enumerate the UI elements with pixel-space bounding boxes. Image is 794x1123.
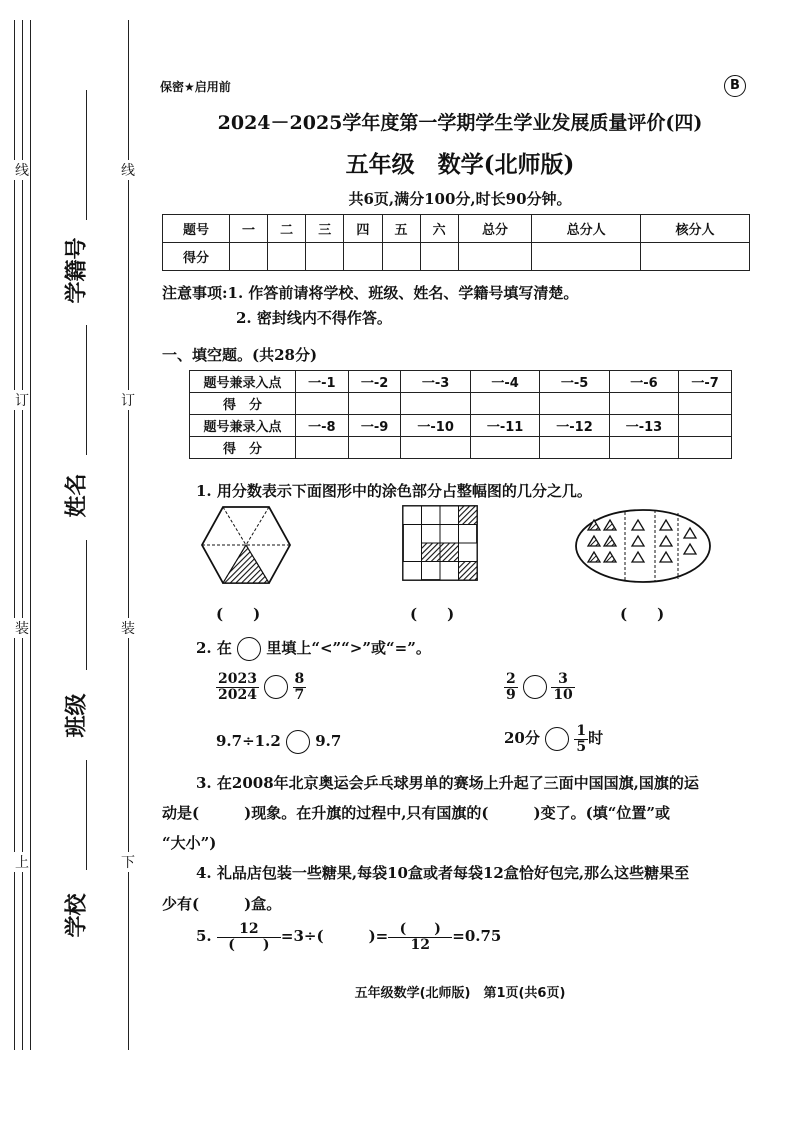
entry-header: 一-1 xyxy=(296,371,349,393)
label-class: 班级 xyxy=(64,693,90,738)
entry-cell[interactable] xyxy=(470,437,539,459)
field-student-id[interactable] xyxy=(86,90,87,220)
entry-cell[interactable] xyxy=(609,393,678,415)
q2-compare-d xyxy=(504,724,603,754)
question-1: 1. 用分数表示下面图形中的涂色部分占整幅图的几分之几。 xyxy=(196,482,592,500)
q5-end: =0.75 xyxy=(452,927,502,946)
circle-blank-icon xyxy=(237,637,261,661)
q5-middle[interactable]: =3÷( )= xyxy=(280,927,389,946)
q2-compare-a xyxy=(216,672,306,702)
entry-header: 一-9 xyxy=(348,415,401,437)
secret-notice: 保密★启用前 xyxy=(160,80,231,94)
ellipse-triangles-figure xyxy=(574,508,712,584)
q2-frac-den: 10 xyxy=(553,686,573,703)
score-row-label: 得分 xyxy=(163,243,230,271)
q5-frac-num-blank[interactable]: ( ) xyxy=(388,922,452,938)
score-cell[interactable] xyxy=(306,243,344,271)
score-header: 三 xyxy=(306,215,344,243)
hexagon-figure xyxy=(200,505,292,585)
entry-header: 题号兼录入点 xyxy=(190,371,296,393)
entry-score-label: 得 分 xyxy=(190,393,296,415)
entry-cell[interactable] xyxy=(609,437,678,459)
entry-header: 一-2 xyxy=(348,371,401,393)
seal-mark-xian-left: 线 xyxy=(14,160,30,180)
exam-title: 2024－2025学年度第一学期学生学业发展质量评价(四) xyxy=(217,112,703,134)
question-4-line-2: 少有( )盒。 xyxy=(162,895,282,913)
q2-expr-left: 9.7÷1.2 xyxy=(216,732,281,750)
label-school: 学校 xyxy=(64,893,90,938)
q2-frac-den: 9 xyxy=(506,686,516,703)
entry-cell[interactable] xyxy=(470,393,539,415)
cut-line-3 xyxy=(30,20,31,1050)
q2-time-left: 20分 xyxy=(504,729,540,748)
q2-time-unit: 时 xyxy=(588,729,604,748)
q5-frac-num: 12 xyxy=(217,922,281,938)
label-student-id: 学籍号 xyxy=(64,237,90,304)
entry-header: 一-11 xyxy=(470,415,539,437)
section-1-title: 一、填空题。(共28分) xyxy=(162,346,318,364)
q2-frac-den: 2024 xyxy=(218,686,257,703)
version-badge: B xyxy=(724,75,746,97)
entry-header: 一-7 xyxy=(679,371,732,393)
label-name: 姓名 xyxy=(64,473,90,518)
score-header: 五 xyxy=(382,215,420,243)
entry-header: 一-5 xyxy=(540,371,609,393)
q2-suffix: 里填上“<”“>”或“=”。 xyxy=(266,639,431,657)
notice-line-2: 2. 密封线内不得作答。 xyxy=(236,309,392,327)
question-3-line-2: 动是( )现象。在升旗的过程中,只有国旗的( )变了。(填“位置”或 xyxy=(162,804,670,822)
score-header: 一 xyxy=(230,215,268,243)
q1-answer-blank-3[interactable]: ( ) xyxy=(620,605,665,623)
q2-expr-right: 9.7 xyxy=(315,732,342,750)
entry-cell[interactable] xyxy=(296,393,349,415)
q2-frac-num: 1 xyxy=(576,723,587,739)
score-header: 二 xyxy=(268,215,306,243)
seal-mark-zhuang-right: 装 xyxy=(120,618,136,638)
entry-header xyxy=(679,415,732,437)
score-cell[interactable] xyxy=(230,243,268,271)
entry-header: 题号兼录入点 xyxy=(190,415,296,437)
grid-square-figure xyxy=(402,505,478,581)
question-4-line-1: 4. 礼品店包装一些糖果,每袋10盒或者每袋12盒恰好包完,那么这些糖果至 xyxy=(196,864,690,882)
score-cell[interactable] xyxy=(532,243,641,271)
compare-circle-4[interactable] xyxy=(545,727,569,751)
compare-circle-1[interactable] xyxy=(264,675,288,699)
entry-cell[interactable] xyxy=(348,393,401,415)
seal-mark-ding-right: 订 xyxy=(120,390,136,410)
score-cell[interactable] xyxy=(420,243,458,271)
entry-header: 一-8 xyxy=(296,415,349,437)
entry-cell[interactable] xyxy=(401,437,470,459)
entry-table xyxy=(189,370,732,459)
seal-mark-xia-right: 下 xyxy=(120,852,136,872)
exam-subtitle: 五年级 数学(北师版) xyxy=(345,151,575,178)
score-cell[interactable] xyxy=(382,243,420,271)
seal-mark-xian-right: 线 xyxy=(120,160,136,180)
compare-circle-3[interactable] xyxy=(286,730,310,754)
field-school[interactable] xyxy=(86,760,87,870)
seal-mark-shang-left: 上 xyxy=(14,852,30,872)
score-header: 总分 xyxy=(458,215,531,243)
score-header: 核分人 xyxy=(641,215,750,243)
entry-header: 一-13 xyxy=(609,415,678,437)
seal-mark-ding-left: 订 xyxy=(14,390,30,410)
q2-prefix: 2. 在 xyxy=(196,639,232,657)
question-3-line-1: 3. 在2008年北京奥运会乒乓球男单的赛场上升起了三面中国国旗,国旗的运 xyxy=(196,774,699,792)
question-5 xyxy=(196,922,501,952)
entry-cell[interactable] xyxy=(348,437,401,459)
entry-header: 一-12 xyxy=(540,415,609,437)
entry-header: 一-3 xyxy=(401,371,470,393)
field-class[interactable] xyxy=(86,540,87,670)
entry-header: 一-6 xyxy=(609,371,678,393)
compare-circle-2[interactable] xyxy=(523,675,547,699)
page-footer: 五年级数学(北师版) 第1页(共6页) xyxy=(354,986,566,1001)
entry-header: 一-4 xyxy=(470,371,539,393)
q2-frac-num: 3 xyxy=(551,672,574,688)
score-header: 题号 xyxy=(163,215,230,243)
score-header: 六 xyxy=(420,215,458,243)
seal-mark-zhuang-left: 装 xyxy=(14,618,30,638)
q2-frac-den: 7 xyxy=(294,686,305,703)
entry-cell[interactable] xyxy=(679,393,732,415)
q2-frac-num: 2023 xyxy=(218,671,257,687)
entry-header: 一-10 xyxy=(401,415,470,437)
question-2 xyxy=(196,637,431,661)
exam-info: 共6页,满分100分,时长90分钟。 xyxy=(348,190,572,208)
q1-answer-blank-1[interactable]: ( ) xyxy=(216,605,261,623)
score-table xyxy=(162,214,750,271)
notice-line-1: 注意事项:1. 作答前请将学校、班级、姓名、学籍号填写清楚。 xyxy=(162,284,579,302)
q2-compare-b xyxy=(504,672,575,702)
q5-label: 5. xyxy=(196,927,212,946)
entry-cell[interactable] xyxy=(296,437,349,459)
score-header: 四 xyxy=(344,215,382,243)
q2-compare-c xyxy=(216,730,341,754)
field-name[interactable] xyxy=(86,325,87,455)
entry-cell[interactable] xyxy=(540,393,609,415)
q2-frac-num: 8 xyxy=(294,671,305,687)
score-cell[interactable] xyxy=(344,243,382,271)
entry-cell[interactable] xyxy=(679,437,732,459)
score-cell[interactable] xyxy=(458,243,531,271)
q1-answer-blank-2[interactable]: ( ) xyxy=(410,605,455,623)
score-header: 总分人 xyxy=(532,215,641,243)
q5-frac-den-blank[interactable]: ( ) xyxy=(228,936,270,953)
question-3-line-3: “大小”) xyxy=(162,834,217,852)
score-cell[interactable] xyxy=(268,243,306,271)
q5-frac-den: 12 xyxy=(410,936,430,953)
q2-frac-num: 2 xyxy=(506,671,516,687)
q2-frac-den: 5 xyxy=(576,738,587,755)
entry-cell[interactable] xyxy=(401,393,470,415)
score-cell[interactable] xyxy=(641,243,750,271)
entry-score-label: 得 分 xyxy=(190,437,296,459)
entry-cell[interactable] xyxy=(540,437,609,459)
